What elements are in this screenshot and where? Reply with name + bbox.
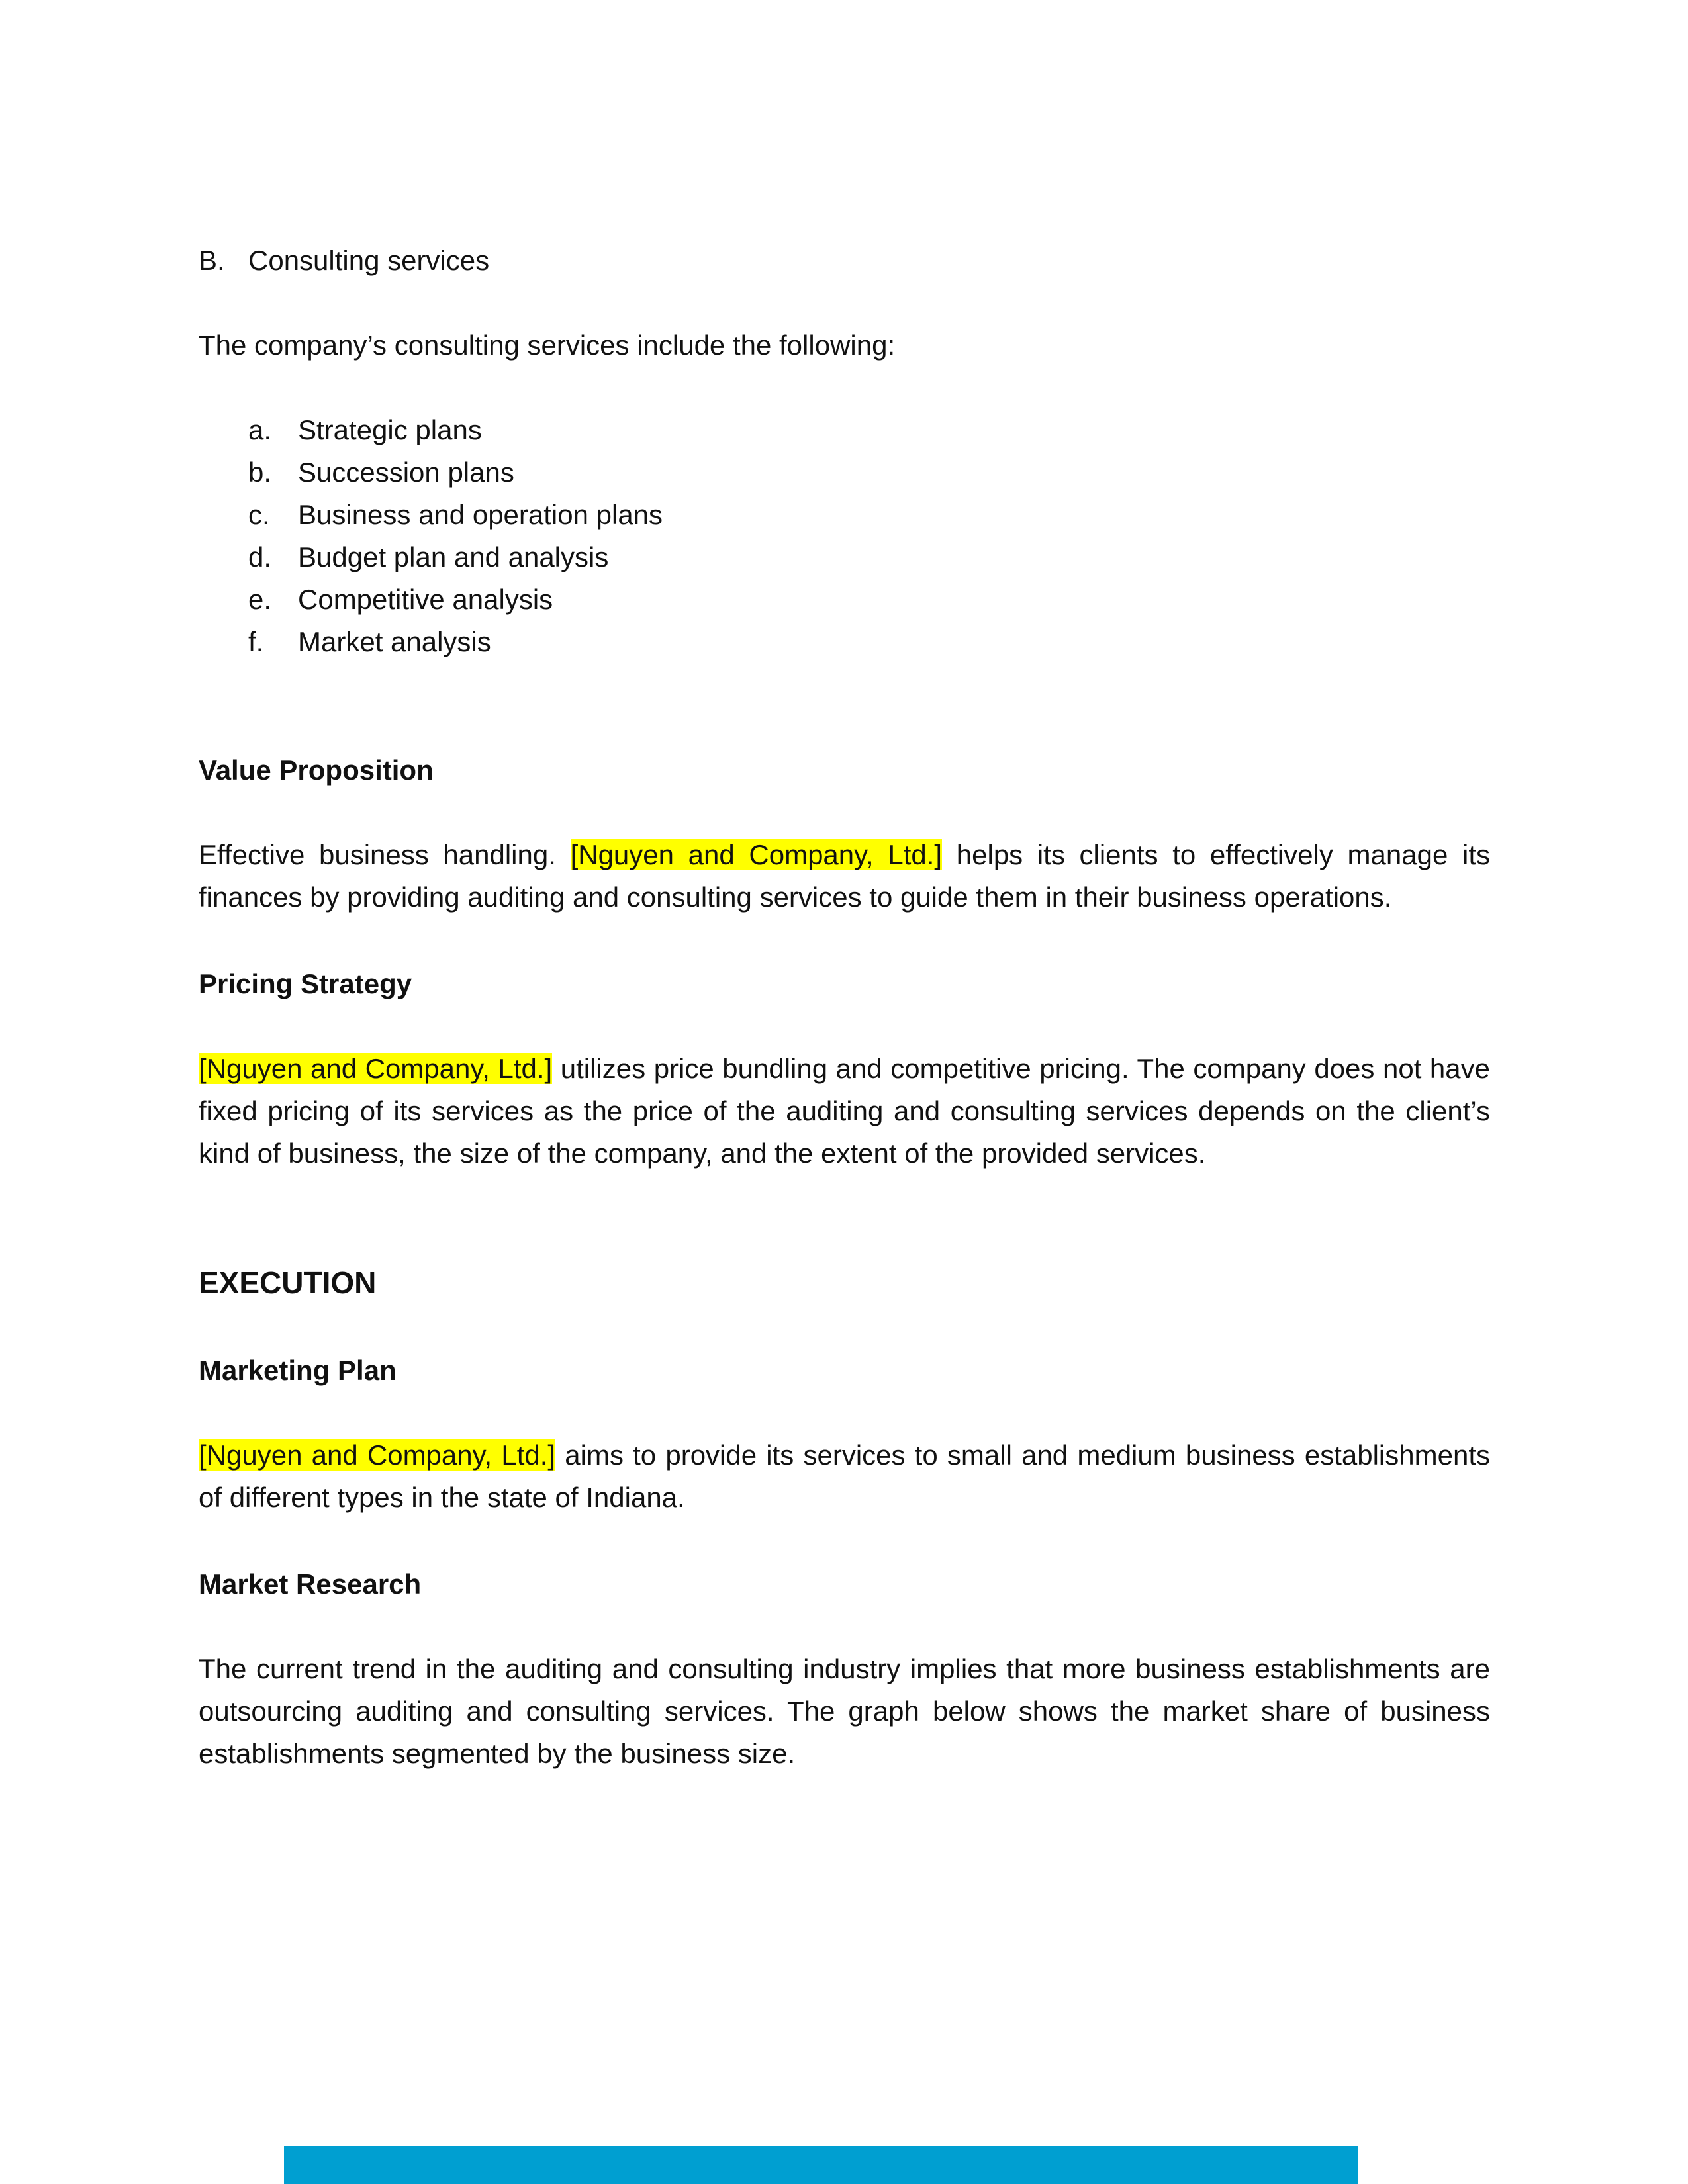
market-research-paragraph: The current trend in the auditing and consulting industry implies that more business establishments are outsourcing auditing and consulting services. The graph below shows the market share of business establishments segmented by the business size. — [199, 1653, 1490, 1769]
marketing-plan-body: aims to provide its services to small and medium business establishments of different types in the state of Indiana. — [199, 1439, 1490, 1513]
value-proposition-lead: Effective business handling. — [199, 839, 556, 870]
consulting-intro: The company’s consulting services include the following: — [199, 330, 896, 361]
list-marker: c. — [248, 499, 270, 530]
list-marker: a. — [248, 414, 272, 445]
list-marker: d. — [248, 541, 272, 572]
list-item: Strategic plans — [298, 414, 482, 445]
pricing-strategy-body: utilizes price bundling and competitive pricing. The company does not have fixed pricing of its services as the price of the auditing and consulting services depends on the client’s kind of business, the size of the company, and the extent of the provided services. — [199, 1053, 1490, 1169]
list-item: Succession plans — [298, 457, 514, 488]
list-marker: e. — [248, 584, 272, 615]
footer-bar — [284, 2146, 1358, 2184]
marketing-plan-paragraph — [199, 1434, 1490, 1519]
list-item: Business and operation plans — [298, 499, 663, 530]
section-b-letter: B. — [199, 245, 225, 276]
market-research-heading: Market Research — [199, 1569, 422, 1600]
company-name-highlight: [Nguyen and Company, Ltd.] — [199, 1439, 556, 1471]
value-proposition-heading: Value Proposition — [199, 754, 434, 786]
company-name-highlight: [Nguyen and Company, Ltd.] — [199, 1053, 553, 1084]
company-name-highlight: [Nguyen and Company, Ltd.] — [570, 839, 943, 870]
list-item: Competitive analysis — [298, 584, 553, 615]
list-marker: b. — [248, 457, 272, 488]
list-marker: f. — [248, 626, 264, 657]
pricing-strategy-heading: Pricing Strategy — [199, 968, 412, 999]
section-b-title: Consulting services — [248, 245, 490, 276]
list-item: Market analysis — [298, 626, 491, 657]
execution-heading: EXECUTION — [199, 1265, 377, 1300]
value-proposition-paragraph — [199, 834, 1490, 919]
marketing-plan-heading: Marketing Plan — [199, 1355, 397, 1386]
list-item: Budget plan and analysis — [298, 541, 609, 572]
pricing-strategy-paragraph — [199, 1048, 1490, 1175]
value-proposition-body: helps its clients to effectively manage its finances by providing auditing and consulting services to guide them in their business operations. — [199, 839, 1490, 913]
